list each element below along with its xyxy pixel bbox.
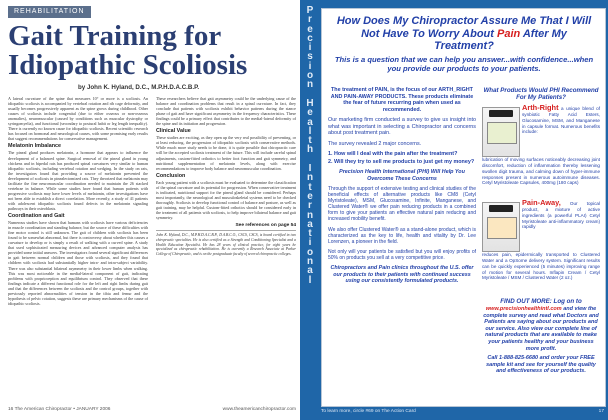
- brand-strip-letter: n: [306, 172, 314, 184]
- product-desc-text: Our topical product, a mixture of active ingredients (a powerful PLAI) Cetyl Myristoleate anti-inflammatory cream) rapidly: [522, 201, 600, 230]
- ad-survey-revealed: The survey revealed 2 major concerns.: [328, 140, 422, 147]
- article-title: Gait Training for Idiopathic Scoliosis: [8, 20, 248, 81]
- product-arth-right: [482, 105, 600, 200]
- brand-strip-letter: i: [308, 42, 312, 54]
- ad-survey-text: Our marketing firm conducted a survey to give us insight into what was important in selecting a Chiropractor and concerns about post treatment pain.: [328, 117, 476, 136]
- product-name: Pain-Away,: [522, 198, 561, 208]
- heading-clinical-value: Clinical Value: [156, 128, 191, 135]
- ad-chiro-text: Chiropractors and Pain clinics throughout the U.S. offer our products to their patients with continued success using our consistently formulated products.: [330, 265, 474, 285]
- products-heading: What Products Would PHI Recommend For My Patients?: [483, 87, 599, 102]
- article-column-1: [8, 96, 148, 396]
- ad-headline: [334, 15, 594, 53]
- ad-subheadline: This is a question that we can help you answer...with confidence...when you provide our products to your patients.: [334, 55, 594, 73]
- brand-strip-letter: a: [307, 218, 313, 230]
- product-description: [522, 105, 600, 135]
- brand-strip-letter: c: [307, 32, 313, 44]
- article-byline: by John K. Hyland, D.C., M.P.H.D.A.C.B.P.: [78, 84, 200, 91]
- brand-strip-letter: e: [307, 190, 313, 202]
- article-column-2: [156, 96, 296, 396]
- brand-strip-letter: o: [306, 246, 314, 258]
- brand-strip-letter: l: [308, 274, 312, 286]
- folio-left: 16 The American Chiropractor • JANUARY 2006: [8, 407, 111, 412]
- folio-right: 17: [598, 409, 604, 414]
- author-bio: John K. Hyland, D.C., M.P.H.D.A.C.B.P., D.A.B.C.O., CSCS, CSCS, is board certified in two chiropractic specialties. He is also certified as a Strength and Conditioning Specialist and a Health Education Specialist. He has 28 years of clinical practice, for eight years he specialized as chiropractic rehabilitation. He is currently a Research Associate at Parker College of Chiropractic, and is on the postgraduate faculty of several chiropractic colleges.: [156, 230, 296, 257]
- ad-help-heading: Precision Health International (PHI) Will Help You Overcome These Concerns: [339, 169, 465, 182]
- paragraph: The pineal gland produces melatonin, a hormone that appears to influence the development of a balanced spine. Surgical removal of the pineal gland in young chickens and in bipedal rats has produced spinal curvatures very similar to human idiopathic scoliosis, including vertebral rotation and wedging. In the study on rats, the investigators found that providing a source of melatonin prevented the development of scoliosis in pinealectomized rats. They theorized that melatonin may facilitate the fine neuromuscular coordination needed to maintain the 26 stacked vertebrae in balance. While some studies have found that human patients with progressive scoliosis may have lower levels of melatonin, other investigations have not been able to establish a direct correlation. More recently, a study of 41 patients with adolescent idiopathic scoliosis found defects in the melatonin signaling pathways in their osteoblasts.: [8, 150, 148, 211]
- brand-strip-letter: t: [308, 228, 312, 240]
- brand-strip-letter: r: [308, 14, 312, 26]
- ad-lead: The treatment of PAIN, is the focus of our ARTH_RIGHT AND PAIN-AWAY PRODUCTS. These products eliminate the fear of future recurring pain when used as recommended.: [330, 87, 474, 113]
- ad-concern-1: 1. How will I deal with the pain after the treatment?: [328, 151, 458, 157]
- brand-strip-letter: h: [306, 144, 314, 156]
- section-tab: REHABILITATION: [8, 6, 91, 18]
- ad-panel: [321, 8, 606, 407]
- brand-strip-letter: a: [307, 116, 313, 128]
- brand-strip-letter: e: [307, 107, 313, 119]
- product-pain-away: [482, 200, 600, 295]
- action-card-note: To learn more, circle #69 on The Action Card: [321, 409, 416, 414]
- brand-strip-letter: n: [306, 79, 314, 91]
- page-footer-right: [321, 409, 604, 414]
- product-description-cont: lubrication of moving surfaces noticeably decreasing joint discomfort, reduction of inflammation thereby lessening swollen digit trauma, and calming down of hyper-immune responses present in numerous autoimmune diseases. Cetyl Myristoleate Capsules, 400mg (180 caps): [482, 157, 600, 186]
- ad-headline-post: After My Treatment?: [434, 27, 567, 52]
- brand-strip-letter: t: [308, 181, 312, 193]
- brand-strip-letter: s: [307, 51, 313, 63]
- ad-also-text: We also offer Clustered Water® as a stand-alone product, which is characterized as the key to life, health and vitality by Dr. Lee Lorenzen, a pioneer in the field.: [328, 226, 476, 245]
- magazine-url: www.theamericanchiropractor.com: [222, 407, 296, 412]
- website-link[interactable]: www.precisionhealthintl.com: [485, 306, 562, 312]
- call-to-action: Call 1-888-825-6680 and order your FREE sample kit and see for yourself the quality and effectiveness of our products.: [486, 355, 596, 375]
- brand-strip-letter: l: [308, 125, 312, 137]
- brand-strip-letter: I: [308, 163, 312, 175]
- product-jar-image: [482, 202, 520, 252]
- brand-strip-letter: P: [306, 5, 314, 16]
- product-desc-text: a unique blend of synbiotic Fatty Acid Esters, Glucosamine, MSM, and Manganese in capsule format. Numerous benefits include:: [522, 106, 600, 135]
- ad-concerns-list: [328, 151, 476, 165]
- ad-profit-text: Not only will your patients be satisfied but you will enjoy profits of 50% on products you sell at a very competitive price.: [328, 248, 476, 261]
- heading-melatonin: Melatonin Imbalance: [8, 143, 62, 150]
- brand-strip-letter: n: [306, 256, 314, 268]
- product-description-cont: reduces pain, epidermically transported to Clustered Water and a OpSome delivery system. Significant results can be quickly experienced (5 minutes) improving range of motion for several hours. Inflapin Cream / Cetyl Myristoleate / MSM / Clustered Water (2 oz.): [482, 252, 600, 281]
- page-footer-left: [8, 407, 296, 412]
- ad-headline-red: Pain: [496, 27, 521, 40]
- brand-strip-letter: H: [306, 97, 314, 109]
- brand-strip-letter: i: [308, 237, 312, 249]
- paragraph: Each young patient with a scoliosis must be evaluated to determine the classification of the spinal curvature and its potential for progression. When conservative treatment is indicated, nutritional support for the pineal gland should be considered. Perhaps most importantly, the neurological and musculoskeletal systems need to be checked thoroughly. Scoliosis to develop functional control of balance and posture, as well as gait training, may be helpful. Custom-fitted orthotics should be considered early in the treatment of all patients with scoliosis, to help improve bilateral balance and gait symmetry.: [156, 179, 296, 221]
- brand-strip-letter: n: [306, 209, 314, 221]
- product-bottle-image: [482, 107, 520, 157]
- heading-conclusion: Conclusion: [156, 172, 186, 179]
- paragraph: Numerous studies have shown that humans with scoliosis have various deficiencies in muscle coordination and standing balance, but the source of these difficulties with fine motor control is still unknown. The gait of children with scoliosis has been found to be somewhat abnormal, but there is controversy about whether this causes a curvature to develop or is simply a result of walking with a curved spine. A study that used sophisticated measuring devices and advanced computer analysis has provided some initial answers. The investigators found several significant differences in gait between normal children and those with scoliosis, and they found that children with scoliosis had substantially higher intra- and intra-subject variability. There was also substantial bilateral asymmetry in their lower limbs when walking. This was most noticeable in the medial-lateral component of gait, indicating problems with proprioception and equilibrium control. They observed that these findings indicate a different functional role for the left and right limbs during gait and that the differences between the scoliosis and the control groups, together with previously reported abnormalities of tension in the tibia and femur and the hypothesis of pelvic rotation, suggests these are primary mechanisms of the cause of idiopathic scoliosis.: [8, 220, 148, 306]
- brand-strip-letter: a: [307, 265, 313, 277]
- brand-strip-letter: e: [307, 23, 313, 35]
- ad-body: [328, 87, 476, 289]
- ad-help-body: Through the support of extensive testing and clinical studies of the beneficial effects of alternative products like CM8 (Cetyl Myristoleate), MSM, Glucosamine, Infinite, Manganese, and Clustered Water® we offer pain reducing products in a combined form to give your patients an effective natural pain reducing and increased mobility benefit.: [328, 186, 476, 223]
- article-intro: A lateral curvature of the spine that measures 10° or more is a scoliosis. An idiopathic scoliosis is accompanied by vertebral rotation and rib cage deformity, and usually becomes progressively apparent as the spine grows during childhood. Other causes of scoliosis include congenital (due to either osseous or non-osseous anomalies), neuromuscular (caused by conditions such as muscular dystrophy or syringomyelia), and functional (secondary to postural habit or leg length inequality). There is currently no known cause for idiopathic scoliosis. Recent scientific research has focused on hormonal and neurological causes, with some promising early results that suggest recommendations for conservative management.: [8, 96, 148, 142]
- ad-headline-pre: How Does My Chiropractor Assure Me That I Will Not Have To Worry About: [336, 15, 592, 40]
- brand-strip-letter: i: [308, 60, 312, 72]
- ad-concern-2: 2. Will they try to sell me products to just get my money?: [328, 158, 475, 165]
- brand-vertical-strip: [302, 6, 318, 402]
- references-note: See references on page 54: [235, 223, 296, 229]
- heading-coordination: Coordination and Gait: [8, 213, 65, 220]
- article-body: [8, 96, 296, 396]
- article-page: [0, 0, 300, 420]
- find-out-more-label: FIND OUT MORE: Log on to: [500, 298, 582, 306]
- product-description: [522, 200, 600, 230]
- brand-strip-letter: o: [306, 70, 314, 82]
- ad-products: [482, 87, 600, 375]
- paragraph: These researchers believe that gait asymmetry could be the underlying cause of the balance and coordination problems that result in a spinal curvature. In fact, they conclude that patients with scoliosis exhibit behavior patterns during the stance phase of gait and have significant asymmetry in the frequency characteristics. These findings could be a primary effect that contributes to the medial-lateral deformity of the spine and its initiation and progression.: [156, 96, 296, 127]
- brand-strip-letter: r: [308, 200, 312, 212]
- find-out-more: [482, 299, 600, 375]
- find-out-more-text: and view the complete survey and read what Doctors and Patients are saying about our products and our service. Also view our complete line of natural products that are available to make your patients healthy and your business more profit.: [483, 306, 599, 352]
- product-name: Arth-Right: [522, 103, 559, 113]
- brand-strip-letter: t: [308, 135, 312, 147]
- paragraph: These studies are exciting, as they open up the very real possibility of preventing, or at least reducing, the progression of idiopathic scoliosis with conservative methods. While much more study needs to be done, it is quite possible that chiropractic care will be the accepted scoliosis treatment of the future. This will include careful spinal adjustments, custom-fitted orthotics to better foot function and gait symmetry, and nutritional supplementation of melatonin levels, along with exercise recommendations to improve body balance and neuromuscular coordination.: [156, 135, 296, 171]
